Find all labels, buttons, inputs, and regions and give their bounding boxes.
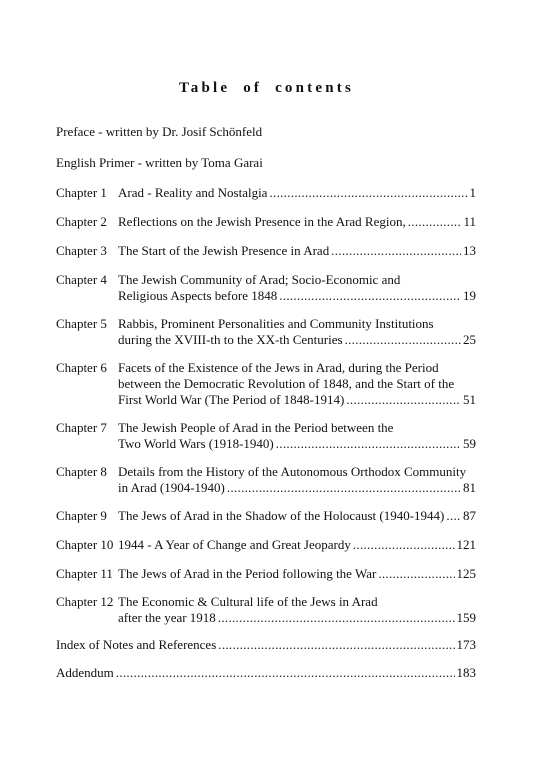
index-label: Index of Notes and References — [56, 637, 217, 652]
toc-chapter-8 — [56, 464, 476, 496]
toc-chapter-6 — [56, 360, 476, 408]
chapter-title: Rabbis, Prominent Personalities and Community Institutions — [118, 316, 434, 331]
page-number: 13 — [463, 243, 476, 258]
chapter-title: Details from the History of the Autonomous Orthodox Community — [118, 464, 467, 479]
page-number: 1 — [469, 185, 476, 200]
chapter-title: Reflections on the Jewish Presence in the Arad Region, — [118, 214, 406, 229]
chapter-label: Chapter 8 — [56, 464, 107, 479]
chapter-title-cont: Two World Wars (1918-1940) — [118, 436, 274, 451]
chapter-title-cont: after the year 1918 — [118, 610, 216, 625]
chapter-label: Chapter 11 — [56, 566, 113, 581]
dot-leader — [218, 637, 454, 653]
chapter-label: Chapter 6 — [56, 360, 107, 375]
dot-leader — [269, 185, 467, 201]
chapter-label: Chapter 4 — [56, 272, 107, 287]
chapter-label: Chapter 12 — [56, 594, 114, 609]
chapter-title: The Economic & Cultural life of the Jews in Arad — [118, 594, 378, 609]
dot-leader — [331, 243, 461, 259]
page-title: Table of contents — [178, 80, 355, 96]
chapter-label: Chapter 5 — [56, 316, 107, 331]
dot-leader — [353, 537, 455, 553]
dot-leader — [378, 566, 454, 582]
dot-leader — [345, 332, 461, 348]
chapter-title-cont: First World War (The Period of 1848-1914) — [118, 392, 345, 407]
chapter-title: Facets of the Existence of the Jews in Arad, during the Period — [118, 360, 439, 375]
toc-preface: Preface - written by Dr. Josif Schönfeld — [56, 124, 263, 139]
dot-leader — [408, 214, 462, 230]
toc-chapter-5 — [56, 316, 476, 348]
page-number: 11 — [463, 214, 476, 229]
toc-chapter-9 — [56, 508, 476, 524]
toc-chapter-10 — [56, 537, 476, 553]
page-number: 87 — [463, 508, 476, 523]
chapter-title: The Jewish Community of Arad; Socio-Economic and — [118, 272, 401, 287]
chapter-label: Chapter 10 — [56, 537, 114, 552]
toc-chapter-4 — [56, 272, 476, 304]
chapter-title: 1944 - A Year of Change and Great Jeopardy — [118, 537, 351, 552]
chapter-title-cont: between the Democratic Revolution of 1848, and the Start of the — [118, 376, 455, 391]
chapter-title: The Start of the Jewish Presence in Arad — [118, 243, 330, 258]
toc-chapter-11 — [56, 566, 476, 582]
chapter-title: The Jews of Arad in the Shadow of the Holocaust (1940-1944) — [118, 508, 445, 523]
dot-leader — [446, 508, 461, 524]
page-number: 59 — [463, 436, 476, 451]
chapter-title-cont: Religious Aspects before 1848 — [118, 288, 278, 303]
dot-leader — [276, 436, 461, 452]
addendum-label: Addendum — [56, 665, 114, 680]
toc-chapter-3 — [56, 243, 476, 259]
chapter-label: Chapter 2 — [56, 214, 107, 229]
page-number: 19 — [463, 288, 476, 303]
page-number: 173 — [456, 637, 476, 652]
toc-chapter-7 — [56, 420, 476, 452]
chapter-label: Chapter 1 — [56, 185, 107, 200]
page-number: 125 — [456, 566, 476, 581]
toc-chapter-1 — [56, 185, 476, 201]
dot-leader — [227, 480, 461, 496]
chapter-title: The Jews of Arad in the Period following the War — [118, 566, 377, 581]
chapter-label: Chapter 7 — [56, 420, 107, 435]
page-number: 81 — [463, 480, 476, 495]
dot-leader — [279, 288, 461, 304]
page-number: 51 — [463, 392, 476, 407]
toc-chapter-2 — [56, 214, 476, 230]
dot-leader — [218, 610, 455, 626]
toc-addendum — [56, 665, 476, 681]
chapter-title: Arad - Reality and Nostalgia — [118, 185, 268, 200]
chapter-label: Chapter 3 — [56, 243, 107, 258]
chapter-label: Chapter 9 — [56, 508, 107, 523]
dot-leader — [346, 392, 461, 408]
dot-leader — [116, 665, 455, 681]
page-number: 183 — [456, 665, 476, 680]
page-number: 121 — [456, 537, 476, 552]
page-number: 25 — [463, 332, 476, 347]
page-number: 159 — [456, 610, 476, 625]
toc-primer: English Primer - written by Toma Garai — [56, 155, 263, 170]
chapter-title-cont: during the XVIII-th to the XX-th Centuries — [118, 332, 343, 347]
toc-chapter-12 — [56, 594, 476, 626]
chapter-title-cont: in Arad (1904-1940) — [118, 480, 225, 495]
chapter-title: The Jewish People of Arad in the Period between the — [118, 420, 394, 435]
toc-index — [56, 637, 476, 653]
